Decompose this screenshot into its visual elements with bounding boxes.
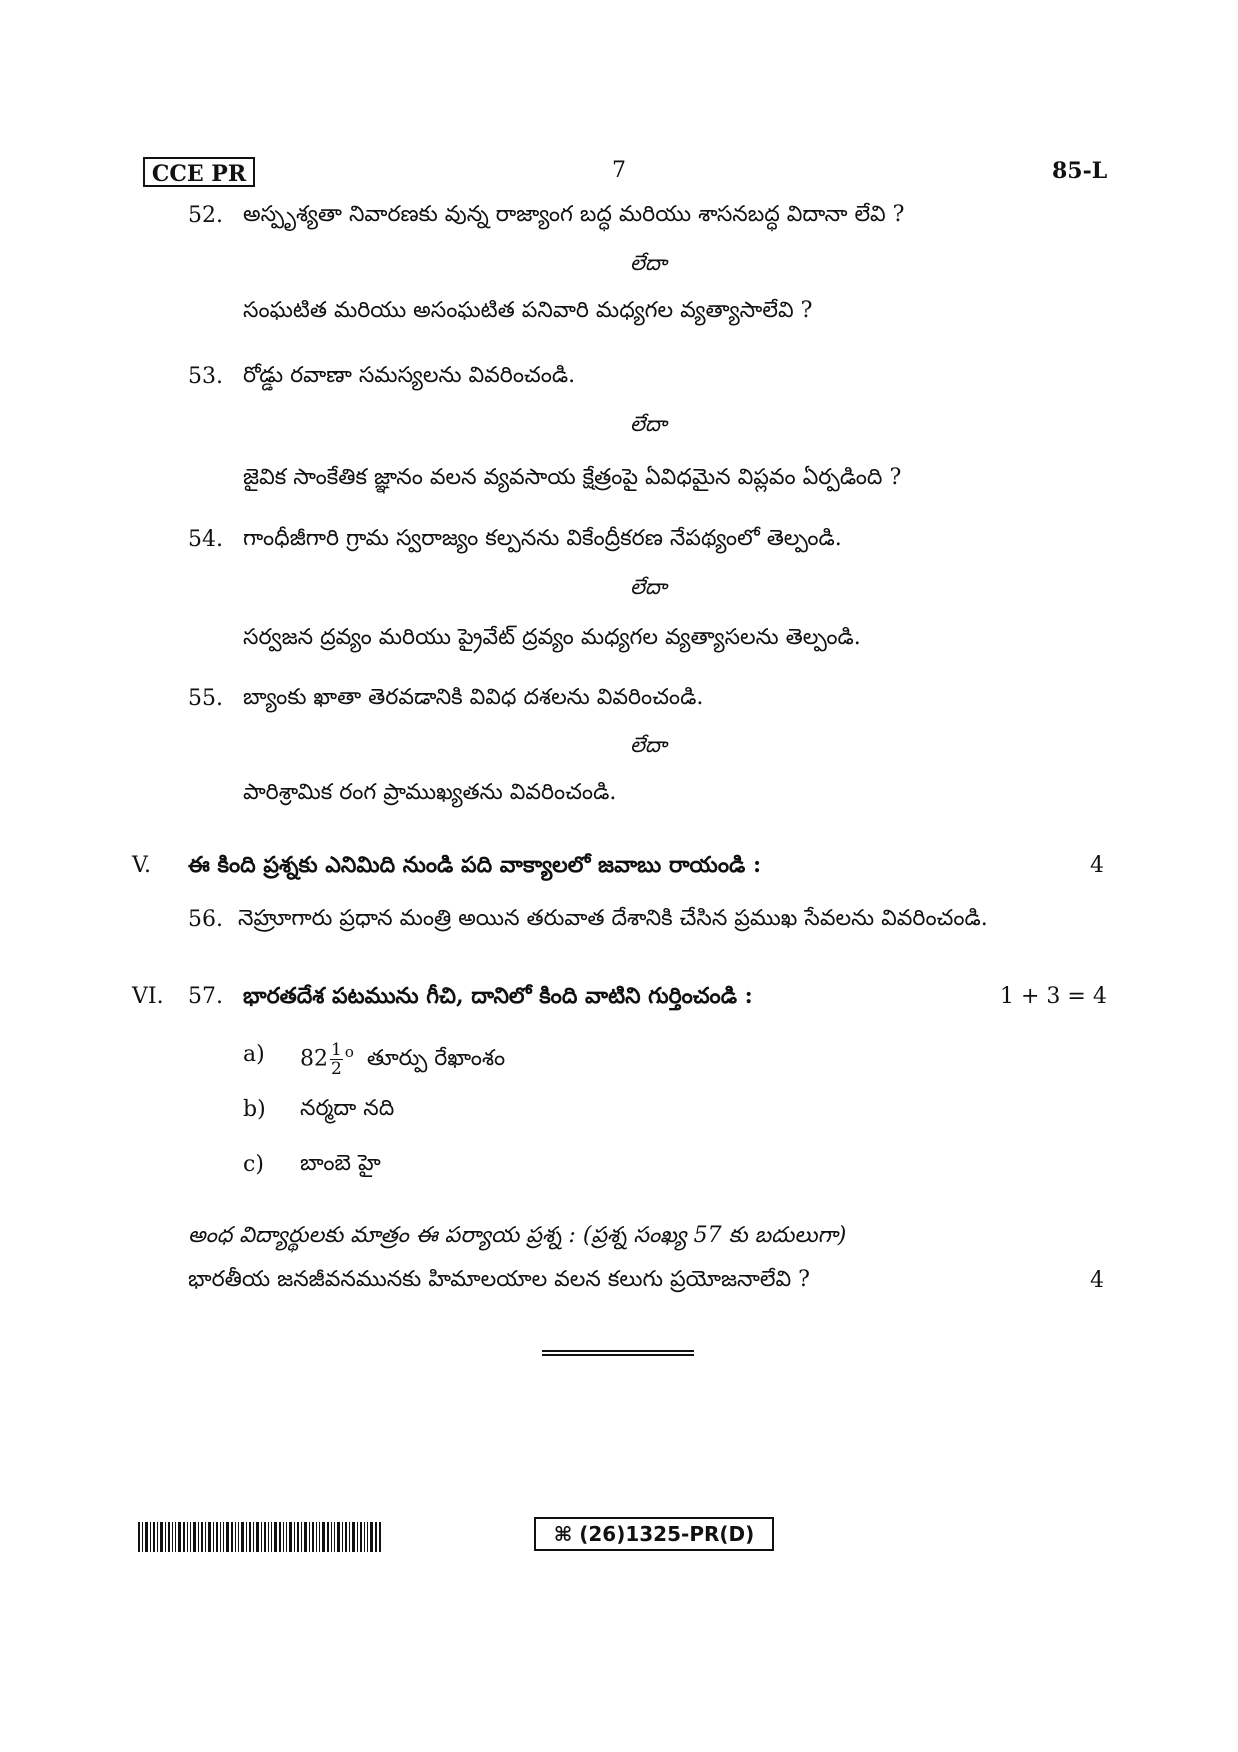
question-number: 57. xyxy=(188,984,223,1009)
fraction-denominator: 2 xyxy=(331,1058,342,1079)
item-text: తూర్పు రేఖాంశం xyxy=(366,1046,506,1072)
question-number: 56. xyxy=(188,907,223,932)
section-roman: VI. xyxy=(132,984,164,1009)
item-label: b) xyxy=(243,1097,266,1122)
blind-alt-marks: 4 xyxy=(1090,1268,1104,1293)
section-instruction: భారతదేశ పటమును గీచి, దానిలో కింది వాటిని గుర్తించండి : xyxy=(243,983,753,1009)
question-number: 54. xyxy=(188,527,223,552)
section-marks: 4 xyxy=(1090,853,1104,878)
whole-number: 82 xyxy=(300,1046,328,1072)
or-label: లేదా xyxy=(630,412,667,436)
blind-alt-heading: అంధ విద్యార్థులకు మాత్రం ఈ పర్యాయ ప్రశ్న : (ప్రశ్న సంఖ్య 57 కు బదులుగా) xyxy=(188,1223,847,1248)
question-number: 52. xyxy=(188,203,223,228)
header-box: CCE PR xyxy=(143,157,255,187)
item-label: a) xyxy=(243,1042,265,1067)
question-text: రోడ్డు రవాణా సమస్యలను వివరించండి. xyxy=(243,363,576,388)
alternate-question-text: సర్వజన ద్రవ్యం మరియు ప్రైవేట్ ద్రవ్యం మధ్యగల వ్యత్యాసలను తెల్పండి. xyxy=(243,625,861,650)
degree-mark: o xyxy=(344,1043,354,1061)
item-label: c) xyxy=(243,1152,264,1177)
fraction-numerator: 1 xyxy=(331,1039,342,1060)
paper-code: 85-L xyxy=(1052,158,1108,184)
question-number: 55. xyxy=(188,686,223,711)
page-number: 7 xyxy=(612,158,626,183)
end-rule xyxy=(542,1350,694,1356)
or-label: లేదా xyxy=(630,251,667,275)
longitude-item xyxy=(300,1027,505,1084)
item-text: నర్మదా నది xyxy=(300,1096,395,1121)
alternate-question-text: సంఘటిత మరియు అసంఘటిత పనివారి మధ్యగల వ్యత్యాసాలేవి ? xyxy=(243,298,813,323)
fraction xyxy=(330,1041,343,1078)
question-text: బ్యాంకు ఖాతా తెరవడానికి వివిధ దశలను వివరించండి. xyxy=(243,685,704,710)
blind-alt-question: భారతీయ జనజీవనమునకు హిమాలయాల వలన కలుగు ప్రయోజనాలేవి ? xyxy=(188,1267,810,1292)
question-text: నెహ్రూగారు ప్రధాన మంత్రి అయిన తరువాత దేశానికి చేసిన ప్రముఖ సేవలను వివరించండి. xyxy=(238,906,988,931)
section-marks: 1 + 3 = 4 xyxy=(1000,984,1107,1009)
section-instruction: ఈ కింది ప్రశ్నకు ఎనిమిది నుండి పది వాక్యాలలో జవాబు రాయండి : xyxy=(188,852,762,878)
item-text: బాంబె హై xyxy=(300,1151,381,1176)
alternate-question-text: జైవిక సాంకేతిక జ్ఞానం వలన వ్యవసాయ క్షేత్రంపై ఏవిధమైన విప్లవం ఏర్పడింది ? xyxy=(243,465,902,490)
barcode-icon xyxy=(138,1522,382,1552)
alternate-question-text: పారిశ్రామిక రంగ ప్రాముఖ్యతను వివరించండి. xyxy=(243,780,617,805)
question-text: గాంధీజీగారి గ్రామ స్వరాజ్యం కల్పనను వికేంద్రీకరణ నేపథ్యంలో తెల్పండి. xyxy=(243,526,842,551)
or-label: లేదా xyxy=(630,575,667,599)
or-label: లేదా xyxy=(630,733,667,757)
footer-code: ⌘ (26)1325-PR(D) xyxy=(534,1517,774,1551)
question-number: 53. xyxy=(188,364,223,389)
question-text: అస్పృశ్యతా నివారణకు వున్న రాజ్యాంగ బద్ధ మరియు శాసనబద్ధ విదానా లేవి ? xyxy=(243,202,905,227)
section-roman: V. xyxy=(132,853,152,878)
